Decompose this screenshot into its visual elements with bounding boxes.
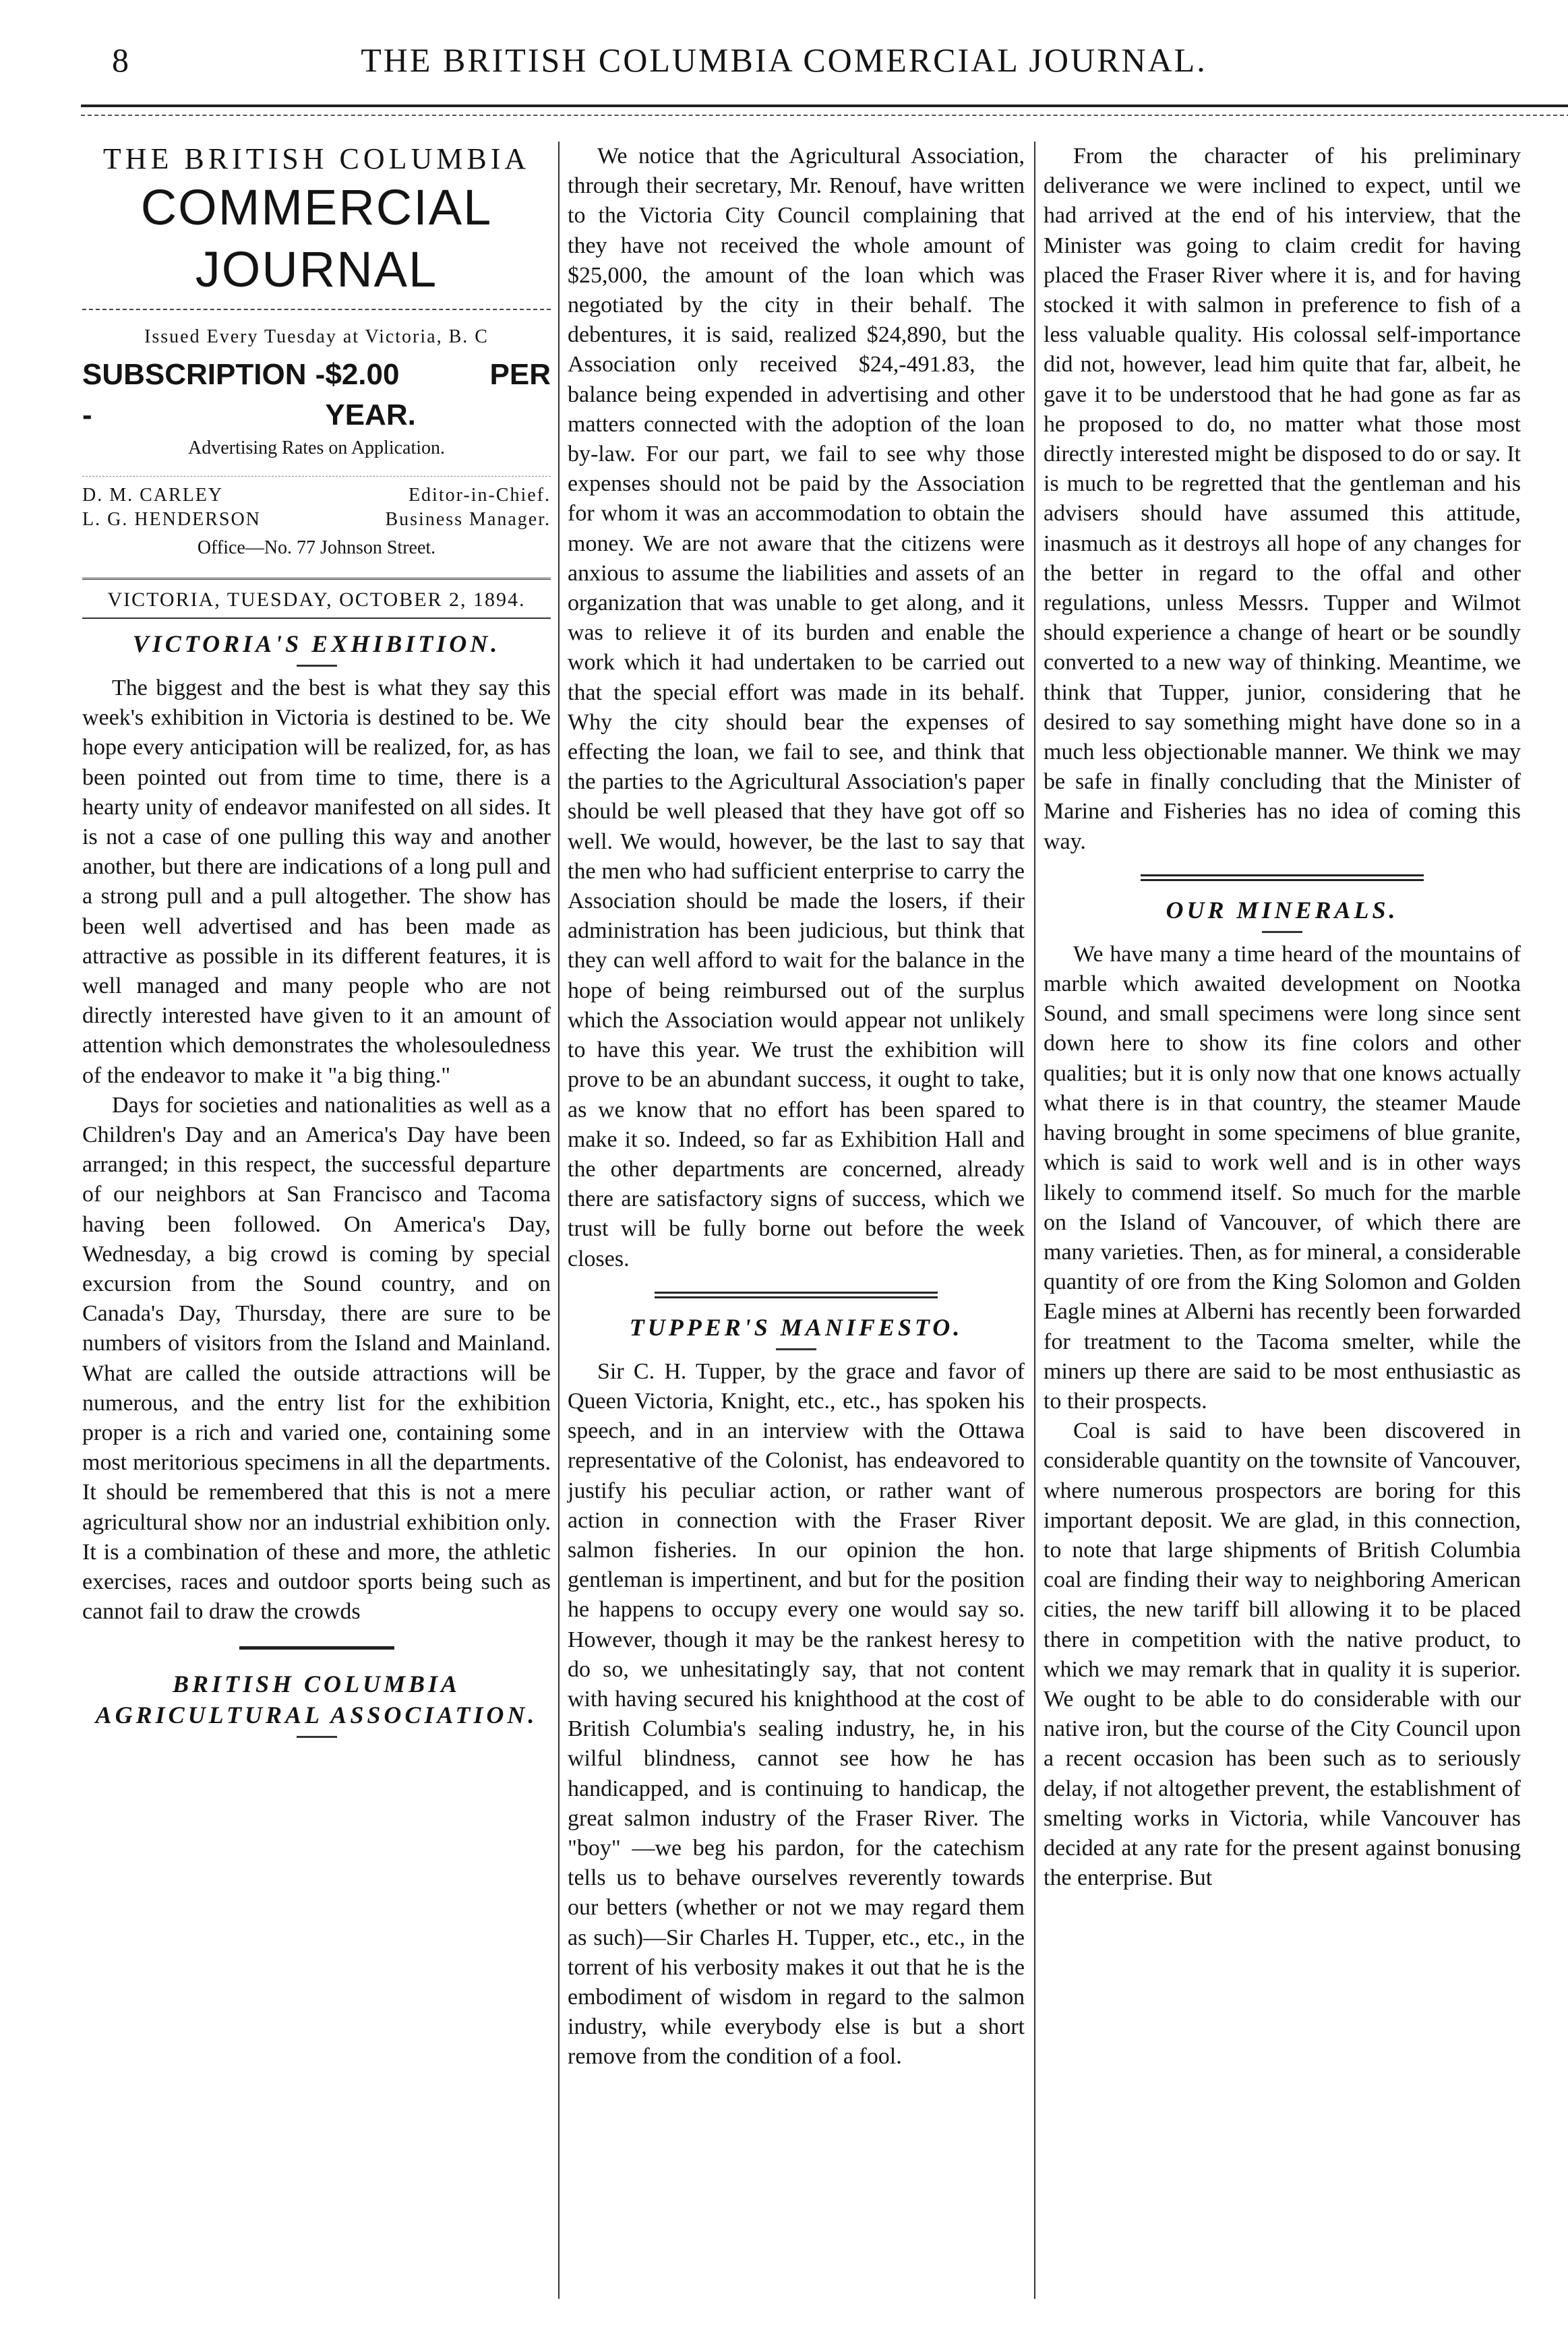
masthead-rule — [82, 309, 551, 310]
staff-name: D. M. CARLEY — [82, 485, 224, 506]
header-rule-dashed — [81, 115, 1568, 116]
headline-agricultural: BRITISH COLUMBIA AGRICULTURAL ASSOCIATION. — [95, 1670, 538, 1728]
staff-row-editor — [82, 483, 551, 508]
subscription-price: $2.00 PER YEAR. — [325, 358, 551, 431]
column-3 — [1044, 142, 1521, 1893]
article-separator — [1141, 874, 1424, 881]
staff-role: Business Manager. — [385, 509, 551, 530]
header-rule — [81, 104, 1568, 107]
headline-dash — [297, 1736, 337, 1738]
staff-row-manager — [82, 508, 551, 532]
column-1 — [82, 142, 551, 1745]
article-separator — [655, 1292, 938, 1298]
column-divider — [1034, 142, 1035, 2299]
article-paragraph: We notice that the Agricultural Association, through their secretary, Mr. Renouf, have written to the Victoria City Council complaining that they have not received the whole amount of $25,000, the amount of the loan which was negotiated by the city in their behalf. The debentures, it is said, realized $24,890, but the Association only received $24,-491.83, the balance being expended in advertising and other matters connected with the adoption of the loan by-law. For our part, we fail to see why those expenses should not be paid by the Association for whom it was an accommodation to obtain the money. We are not aware that the citizens were anxious to assume the liabilities and assets of an organization that was unable to get along, and it was to relieve it of its burden and enable the work which it had undertaken to be carried out that the special effort was made in its behalf. Why the city should bear the expenses of effecting the loan, we fail to see, and think that the parties to the Agricultural Association's paper should be well pleased that they have got off so well. We would, however, be the last to say that the men who had sufficient enterprise to carry the Association should be made the losers, if their administration has been judicious, but think that they can well afford to wait for the balance in the hope of being reimbursed out of the surplus which the Association would appear not unlikely to have this year. We trust the exhibition will prove to be an abundant success, it ought to take, as we know that no effort has been spared to make it so. Indeed, so far as Exhibition Hall and the other departments are concerned, already there are satisfactory signs of success, which we trust will be fully borne out before the week closes. — [568, 144, 1025, 1271]
running-title: THE BRITISH COLUMBIA COMERCIAL JOURNAL. — [361, 41, 1207, 79]
subscription-label: SUBSCRIPTION - - — [82, 358, 326, 431]
headline-dash — [776, 1348, 816, 1350]
dateline: VICTORIA, TUESDAY, OCTOBER 2, 1894. — [82, 578, 551, 619]
masthead-issued: Issued Every Tuesday at Victoria, B. C — [144, 326, 489, 347]
article-paragraph: Days for societies and nationalities as well as a Children's Day and an America's Day have been arranged; in this respect, the successful departure of our neighbors at San Francisco and Tacoma having been followed. On America's Day, Wednesday, a big crowd is coming by special excursion from the Sound country, and on Canada's Day, Thursday, there are sure to be numbers of visitors from the Island and Mainland. What are called the outside attractions will be numerous, and the entry list for the exhibition proper is a rich and varied one, containing some most meritorious specimens in all the departments. It should be remembered that this is not a mere agricultural show nor an industrial exhibition only. It is a combination of these and more, the athletic exercises, races and outdoor sports being such as cannot fail to draw the crowds — [82, 1092, 551, 1625]
article-separator — [239, 1646, 394, 1650]
column-2 — [568, 142, 1025, 2072]
headline-tupper: TUPPER'S MANIFESTO. — [629, 1313, 963, 1341]
column-divider — [558, 142, 560, 2299]
headline-dash — [297, 665, 337, 667]
headline-dash — [1262, 931, 1302, 933]
headline-exhibition: VICTORIA'S EXHIBITION. — [132, 630, 501, 657]
staff-role: Editor-in-Chief. — [408, 485, 551, 506]
headline-minerals: OUR MINERALS. — [1166, 896, 1399, 924]
masthead — [82, 142, 551, 619]
page-number: 8 — [112, 41, 129, 79]
office-address: Office—No. 77 Johnson Street. — [197, 537, 436, 558]
article-paragraph: We have many a time heard of the mountains of marble which awaited development on Nootka Sound, and small specimens were long since sent down here to show its fine colors and other qualities; but it is only now that one knows actually what there is in that country, the steamer Maude having brought in some specimens of blue granite, which is said to work well and is in other ways likely to commend itself. So much for the marble on the Island of Vancouver, of which there are many varieties. Then, as for mineral, a considerable quantity of ore from the King Solomon and Golden Eagle mines at Alberni has recently been forwarded for treatment to the Tacoma smelter, while the miners up there are said to be most enthusiastic as to their prospects. — [1044, 941, 1521, 1414]
masthead-title-line: THE BRITISH COLUMBIA — [102, 142, 531, 175]
page-header — [0, 40, 1568, 108]
article-paragraph: From the character of his preliminary deliverance we were inclined to expect, until we had arrived at the end of his interview, that the Minister was going to claim credit for having placed the Fraser River where it is, and for having stocked it with salmon in preference to fish of a less valuable quality. His colossal self-importance did not, however, lead him quite that far, albeit, he gave it to be understood that he had gone as far as he proposed to do, no matter what those most directly interested might be disposed to do or say. It is much to be regretted that the gentleman and his advisers should have assumed this attitude, inasmuch as it destroys all hope of any changes for the better in regard to the offal and other regulations, unless Messrs. Tupper and Wilmot should experience a change of heart or be soundly converted to a new way of thinking. Meantime, we think that Tupper, junior, considering that he desired to say something might have done so in a much less objectionable manner. We think we may be safe in finally concluding that the Minister of Marine and Fisheries has no idea of coming this way. — [1044, 144, 1521, 854]
staff-name: L. G. HENDERSON — [82, 509, 261, 530]
advertising-rates: Advertising Rates on Application. — [187, 438, 446, 458]
masthead-thin-rule — [82, 476, 551, 477]
subscription-row — [82, 355, 551, 435]
article-paragraph: Sir C. H. Tupper, by the grace and favor of Queen Victoria, Knight, etc., etc., has spoken his speech, and in an interview with the Ottawa representative of the Colonist, has endeavored to justify his peculiar action, or rather want of action in connection with the Fraser River salmon fisheries. In our opinion the hon. gentleman is impertinent, and but for the position he happens to occupy every one would say so. However, though it may be the rankest heresy to do so, we unhesitatingly say, that not content with having secured his knighthood at the cost of British Columbia's sealing industry, he, in his wilful blindness, cannot see how he has handicapped, and is continuing to handicap, the great salmon industry of the Fraser River. The "boy" —we beg his pardon, for the catechism tells us to behave ourselves reverently towards our betters (whether or not we may regard them as such)—Sir Charles H. Tupper, etc., etc., in the torrent of his verbosity makes it out that he is the embodiment of wisdom in regard to the salmon industry, while everybody else is but a short remove from the condition of a fool. — [568, 1358, 1025, 2070]
masthead-name: COMMERCIAL JOURNAL — [140, 179, 493, 297]
article-paragraph: The biggest and the best is what they say this week's exhibition in Victoria is destined to be. We hope every anticipation will be realized, for, as has been pointed out from time to time, there is a hearty unity of endeavor manifested on all sides. It is not a case of one pulling this way and another another, but there are indications of a long pull and a strong pull and a pull altogether. The show has been well advertised and has been made as attractive as possible in its different features, it is well managed and many people who are not directly interested have given to it an amount of attention which demonstrates the wholesouledness of the endeavor to make it "a big thing." — [82, 675, 551, 1088]
article-paragraph: Coal is said to have been discovered in considerable quantity on the townsite of Vancouver, where numerous prospectors are boring for this important deposit. We are glad, in this connection, to note that large shipments of British Columbia coal are finding their way to neighboring American cities, the new tariff bill allowing it to be placed there in competition with the native product, to which we may remark that in quality it is superior. We ought to be able to do considerable with our native iron, but the course of the City Council upon a recent occasion has been such as to seriously delay, if not altogether prevent, the establishment of smelting works in Victoria, while Vancouver has decided at any rate for the present against bonusing the enterprise. But — [1044, 1418, 1521, 1891]
